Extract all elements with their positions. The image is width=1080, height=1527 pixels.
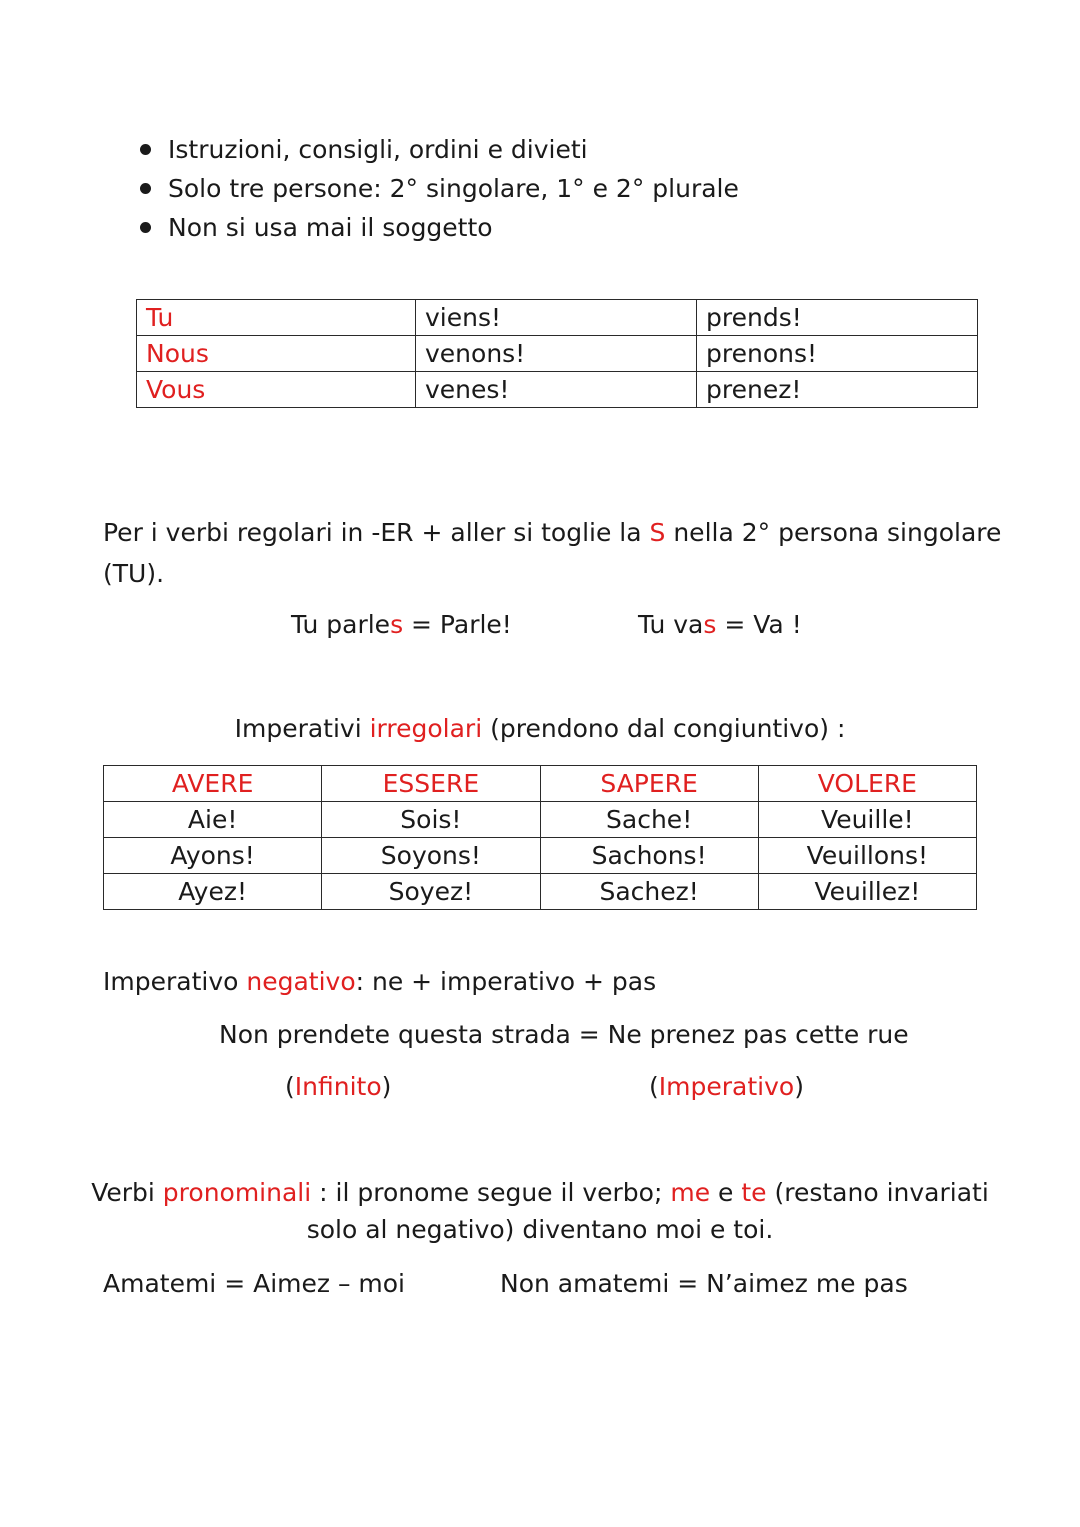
negative-example: Non prendete questa strada = Ne prenez pas cette rue <box>219 1020 909 1049</box>
table-cell: viens! <box>416 300 697 336</box>
example-text: Tu parle <box>291 610 391 639</box>
verb-header: VOLERE <box>758 766 976 802</box>
table-row <box>137 336 978 372</box>
rule-text: : il pronome segue il verbo; <box>311 1178 671 1207</box>
title-highlight: negativo <box>246 967 356 996</box>
rule-text: (restano invariati <box>766 1178 989 1207</box>
pronominal-rule-line1 <box>0 1178 1080 1208</box>
example-aller <box>638 610 802 640</box>
bullet-item: Istruzioni, consigli, ordini e divieti <box>136 130 739 169</box>
pronominal-example-negative: Non amatemi = N’aimez me pas <box>500 1269 908 1298</box>
table-cell: prenez! <box>697 372 978 408</box>
verb-header: SAPERE <box>540 766 758 802</box>
example-text: = Parle! <box>403 610 512 639</box>
table-cell: venes! <box>416 372 697 408</box>
rule-text: nella 2° persona singolare <box>665 518 1002 547</box>
paren: ( <box>285 1072 295 1101</box>
table-cell: Veuillez! <box>758 874 976 910</box>
table-cell: Sachons! <box>540 838 758 874</box>
paren: ) <box>381 1072 392 1101</box>
irregular-imperatives-table <box>103 765 977 910</box>
example-text: = Va ! <box>716 610 802 639</box>
label-highlight: Infinito <box>294 1072 382 1101</box>
table-cell: Ayez! <box>104 874 322 910</box>
pronoun-cell: Tu <box>137 300 416 336</box>
verb-header: AVERE <box>104 766 322 802</box>
table-row <box>137 372 978 408</box>
imperativo-label <box>649 1072 804 1102</box>
pronominal-example-positive: Amatemi = Aimez – moi <box>103 1269 405 1298</box>
example-highlight: s <box>390 610 404 639</box>
label-highlight: Imperativo <box>658 1072 795 1101</box>
table-cell: Soyons! <box>322 838 540 874</box>
table-row <box>104 802 977 838</box>
verb-header: ESSERE <box>322 766 540 802</box>
table-cell: Veuillons! <box>758 838 976 874</box>
table-row <box>104 874 977 910</box>
table-cell: Aie! <box>104 802 322 838</box>
irregular-title <box>0 714 1080 744</box>
rule-highlight: te <box>741 1178 767 1207</box>
table-header-row <box>104 766 977 802</box>
table-cell: Ayons! <box>104 838 322 874</box>
rule-highlight: pronominali <box>162 1178 312 1207</box>
bullet-item: Solo tre persone: 2° singolare, 1° e 2° plurale <box>136 169 739 208</box>
table-row <box>104 838 977 874</box>
title-highlight: irregolari <box>369 714 483 743</box>
example-parler <box>291 610 512 640</box>
paren: ( <box>649 1072 659 1101</box>
rule-highlight: S <box>649 518 666 547</box>
title-text: : ne + imperativo + pas <box>355 967 657 996</box>
table-cell: Sois! <box>322 802 540 838</box>
table-cell: Sachez! <box>540 874 758 910</box>
table-cell: prenons! <box>697 336 978 372</box>
regular-rule-line2: (TU). <box>103 559 165 588</box>
table-row <box>137 300 978 336</box>
infinito-label <box>285 1072 391 1102</box>
rule-text: Per i verbi regolari in -ER + aller si toglie la <box>103 518 650 547</box>
pronoun-cell: Nous <box>137 336 416 372</box>
pronominal-rule-line2: solo al negativo) diventano moi e toi. <box>306 1215 774 1244</box>
example-highlight: s <box>703 610 717 639</box>
pronoun-cell: Vous <box>137 372 416 408</box>
table-cell: prends! <box>697 300 978 336</box>
rule-text: Verbi <box>91 1178 163 1207</box>
rule-highlight: me <box>670 1178 711 1207</box>
example-text: Tu va <box>638 610 704 639</box>
table-cell: Veuille! <box>758 802 976 838</box>
title-text: Imperativo <box>103 967 247 996</box>
pronoun-conjugation-table <box>136 299 978 408</box>
bullet-item: Non si usa mai il soggetto <box>136 208 739 247</box>
table-cell: Sache! <box>540 802 758 838</box>
regular-rule-line1 <box>103 518 1001 548</box>
table-cell: venons! <box>416 336 697 372</box>
paren: ) <box>794 1072 804 1101</box>
negative-title <box>103 967 656 997</box>
title-text: (prendono dal congiuntivo) : <box>482 714 846 743</box>
table-cell: Soyez! <box>322 874 540 910</box>
title-text: Imperativi <box>234 714 370 743</box>
rule-text: e <box>710 1178 742 1207</box>
intro-bullet-list <box>136 130 739 247</box>
